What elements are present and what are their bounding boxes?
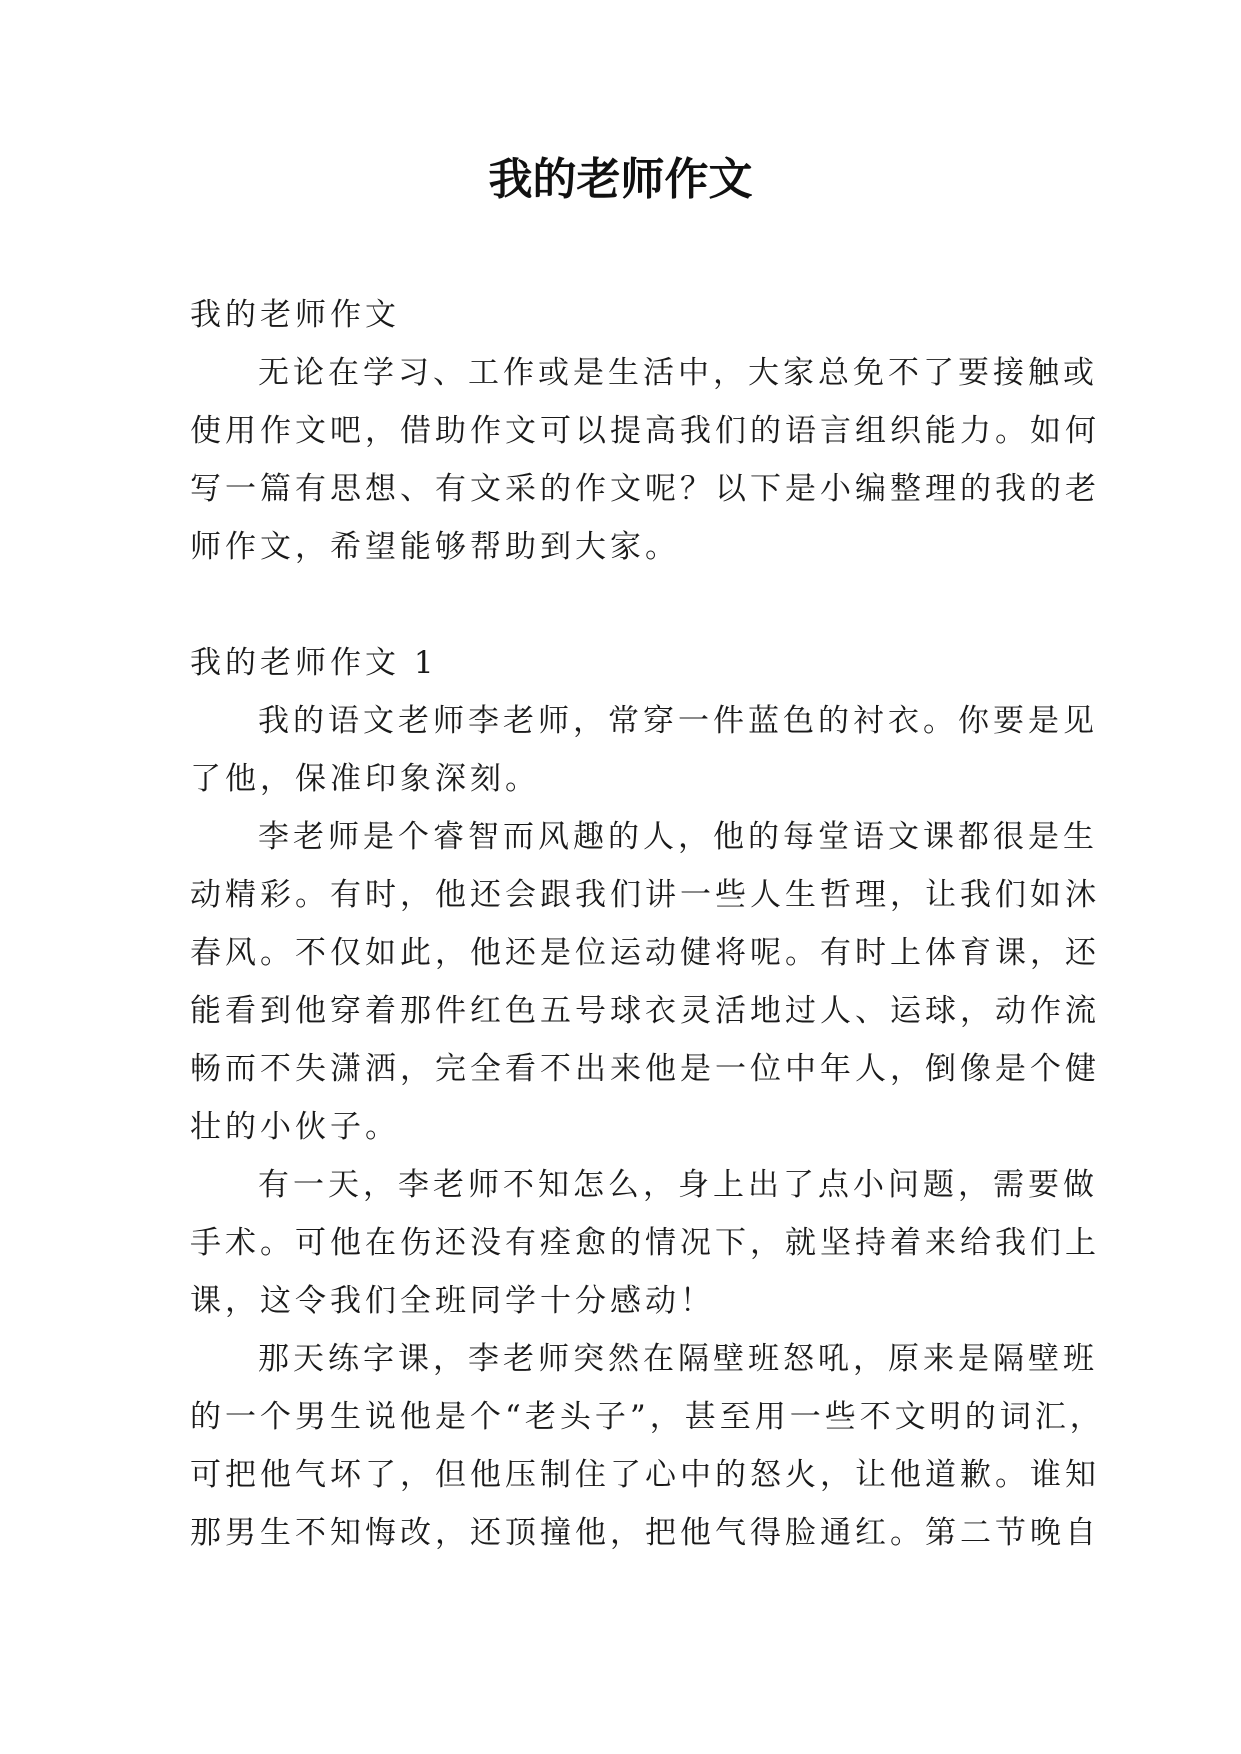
paragraph-line: 的一个男生说他是个“老头子”，甚至用一些不文明的词汇， <box>190 1399 1105 1435</box>
paragraph-line: 壮的小伙子。 <box>190 1109 400 1145</box>
paragraph-line: 师作文，希望能够帮助到大家。 <box>190 529 680 565</box>
paragraph-line: 课，这令我们全班同学十分感动！ <box>190 1283 715 1319</box>
blank-line <box>190 576 1054 634</box>
paragraph-line: 使用作文吧，借助作文可以提高我们的语言组织能力。如何 <box>190 413 1100 449</box>
paragraph-line: 可把他气坏了，但他压制住了心中的怒火，让他道歉。谁知 <box>190 1457 1100 1493</box>
section-heading: 我的老师作文 <box>190 297 400 333</box>
section-heading: 我的老师作文 1 <box>190 645 438 681</box>
paragraph-line: 我的语文老师李老师，常穿一件蓝色的衬衣。你要是见 <box>258 703 1098 739</box>
paragraph-line: 了他，保准印象深刻。 <box>190 761 540 797</box>
paragraph-line: 写一篇有思想、有文采的作文呢？以下是小编整理的我的老 <box>190 471 1100 507</box>
paragraph-line: 动精彩。有时，他还会跟我们讲一些人生哲理，让我们如沐 <box>190 877 1100 913</box>
paragraph-line: 畅而不失潇洒，完全看不出来他是一位中年人，倒像是个健 <box>190 1051 1100 1087</box>
paragraph-line: 手术。可他在伤还没有痊愈的情况下，就坚持着来给我们上 <box>190 1225 1100 1261</box>
document-title: 我的老师作文 <box>488 154 753 205</box>
paragraph-line: 那男生不知悔改，还顶撞他，把他气得脸通红。第二节晚自 <box>190 1515 1100 1551</box>
paragraph-line: 有一天，李老师不知怎么，身上出了点小问题，需要做 <box>258 1167 1098 1203</box>
paragraph-line: 无论在学习、工作或是生活中，大家总免不了要接触或 <box>258 355 1098 391</box>
paragraph-line: 李老师是个睿智而风趣的人，他的每堂语文课都很是生 <box>258 819 1098 855</box>
paragraph-line: 那天练字课，李老师突然在隔壁班怒吼，原来是隔壁班 <box>258 1341 1098 1377</box>
paragraph-line: 能看到他穿着那件红色五号球衣灵活地过人、运球，动作流 <box>190 993 1100 1029</box>
document-body <box>190 286 1105 1562</box>
paragraph-line: 春风。不仅如此，他还是位运动健将呢。有时上体育课，还 <box>190 935 1100 971</box>
